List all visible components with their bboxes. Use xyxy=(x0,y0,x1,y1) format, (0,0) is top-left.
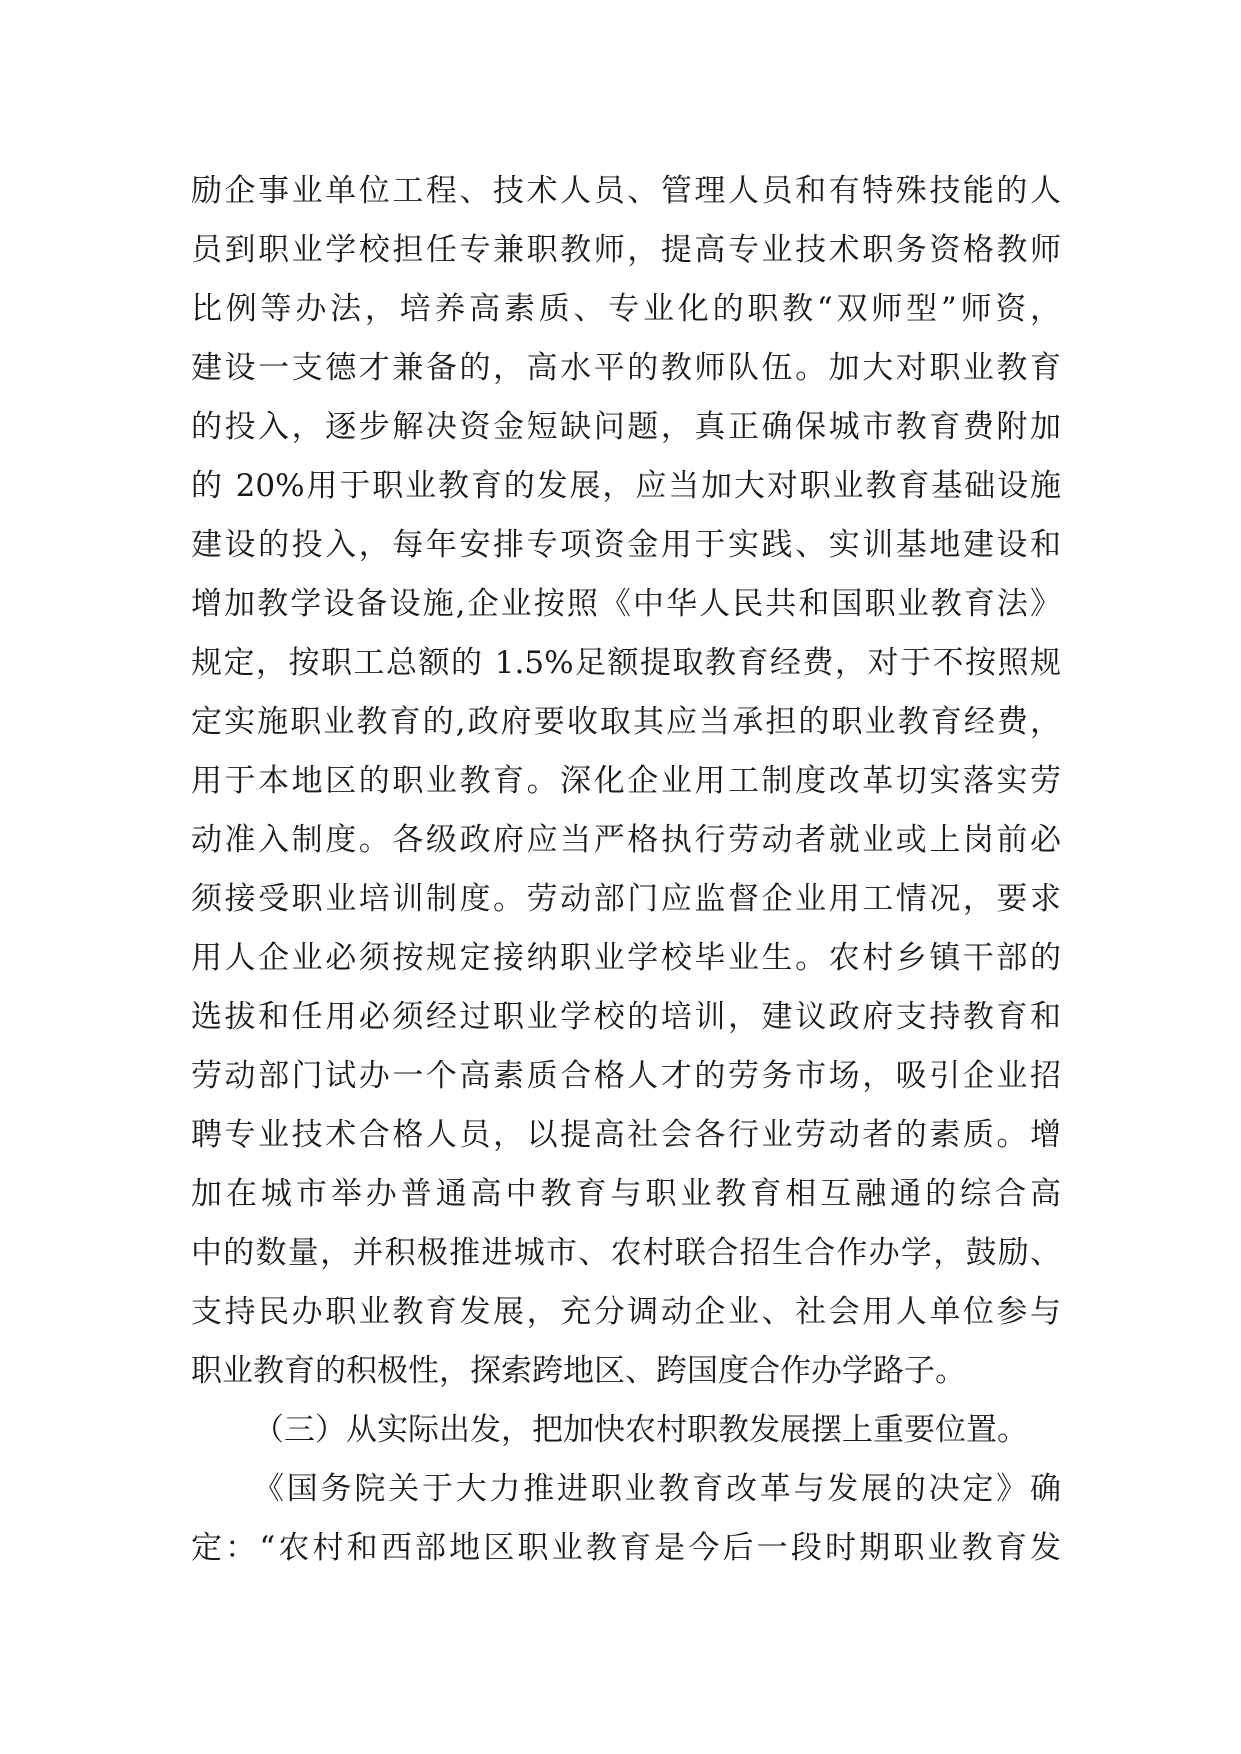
text-line: 励企事业单位工程、技术人员、管理人员和有特殊技能的人 xyxy=(191,173,1061,209)
text-line: 劳动部门试办一个高素质合格人才的劳务市场，吸引企业招 xyxy=(191,1058,1061,1094)
text-line: 比例等办法，培养高素质、专业化的职教“双师型”师资， xyxy=(191,291,1061,327)
text-line: 用人企业必须按规定接纳职业学校毕业生。农村乡镇干部的 xyxy=(191,940,1061,976)
text-line: 支持民办职业教育发展，充分调动企业、社会用人单位参与 xyxy=(191,1294,1061,1330)
text-line: 定实施职业教育的,政府要收取其应当承担的职业教育经费， xyxy=(191,704,1061,740)
text-line: 须接受职业培训制度。劳动部门应监督企业用工情况，要求 xyxy=(191,881,1061,917)
text-line: 选拔和任用必须经过职业学校的培训，建议政府支持教育和 xyxy=(191,999,1061,1035)
text-line: 聘专业技术合格人员，以提高社会各行业劳动者的素质。增 xyxy=(191,1117,1061,1153)
text-line: 动准入制度。各级政府应当严格执行劳动者就业或上岗前必 xyxy=(191,822,1061,858)
text-line: 规定，按职工总额的 1.5%足额提取教育经费，对于不按照规 xyxy=(191,645,1061,681)
text-line: 的投入，逐步解决资金短缺问题，真正确保城市教育费附加 xyxy=(191,409,1061,445)
text-line: 建设一支德才兼备的，高水平的教师队伍。加大对职业教育 xyxy=(191,350,1061,386)
text-line: 建设的投入，每年安排专项资金用于实践、实训基地建设和 xyxy=(191,527,1061,563)
text-line: 用于本地区的职业教育。深化企业用工制度改革切实落实劳 xyxy=(191,763,1061,799)
text-line: 定：“农村和西部地区职业教育是今后一段时期职业教育发 xyxy=(191,1530,1061,1566)
text-line: 加在城市举办普通高中教育与职业教育相互融通的综合高 xyxy=(191,1176,1061,1212)
text-line: 中的数量，并积极推进城市、农村联合招生合作办学，鼓励、 xyxy=(191,1235,1061,1271)
text-line: 员到职业学校担任专兼职教师，提高专业技术职务资格教师 xyxy=(191,232,1061,268)
text-line: 职业教育的积极性，探索跨地区、跨国度合作办学路子。 xyxy=(191,1353,966,1389)
section-heading: （三）从实际出发，把加快农村职教发展摆上重要位置。 xyxy=(253,1412,1028,1448)
text-line: 增加教学设备设施,企业按照《中华人民共和国职业教育法》 xyxy=(191,586,1061,622)
text-line: 的 20%用于职业教育的发展，应当加大对职业教育基础设施 xyxy=(191,468,1061,504)
text-line: 《国务院关于大力推进职业教育改革与发展的决定》确 xyxy=(253,1471,1061,1507)
body-text xyxy=(191,162,1061,1578)
